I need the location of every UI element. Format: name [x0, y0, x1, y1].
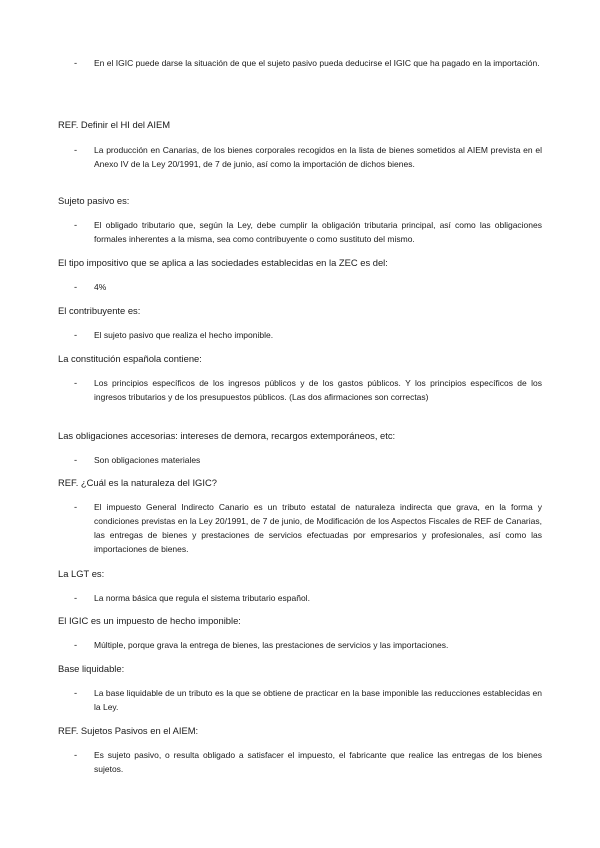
bullet-dash: - — [74, 687, 78, 698]
answer-text: El impuesto General Indirecto Canario es un tributo estatal de naturaleza indirecta que grava, en la forma y condiciones previstas en la Ley 20/1991, de 7 de junio, de Modificación de los Aspectos Fiscales de REF de Canarias, las entregas de bienes y prestaciones de servicios efectuadas por empresarios y profesionales, así como las importaciones de bienes. — [94, 502, 542, 554]
answer-text: La producción en Canarias, de los bienes corporales recogidos en la lista de bienes sometidos al AIEM prevista en el Anexo IV de la Ley 20/1991, de 7 de junio, así como la importación de dichos bienes. — [94, 145, 542, 169]
question-heading: El tipo impositivo que se aplica a las sociedades establecidas en la ZEC es del: — [58, 257, 388, 268]
bullet-dash: - — [74, 281, 78, 292]
answer-text: El obligado tributario que, según la Ley, debe cumplir la obligación tributaria principal, así como las obligaciones formales inherentes a la misma, sea como contribuyente o como sustituto del mismo. — [94, 220, 542, 244]
question-heading: Sujeto pasivo es: — [58, 195, 130, 206]
question-heading: REF. Definir el HI del AIEM — [58, 119, 171, 130]
answer-text: En el IGIC puede darse la situación de que el sujeto pasivo pueda deducirse el IGIC que ha pagado en la importación. — [94, 58, 540, 68]
answer-text: 4% — [94, 282, 107, 292]
bullet-dash: - — [74, 749, 78, 760]
bullet-dash: - — [74, 144, 78, 155]
answer-text: La norma básica que regula el sistema tributario español. — [94, 593, 310, 603]
bullet-dash: - — [74, 377, 78, 388]
bullet-dash: - — [74, 57, 78, 68]
bullet-dash: - — [74, 501, 78, 512]
bullet-dash: - — [74, 592, 78, 603]
question-heading: Las obligaciones accesorias: intereses de demora, recargos extemporáneos, etc: — [58, 430, 396, 441]
question-heading: La constitución española contiene: — [58, 353, 202, 364]
answer-text: El sujeto pasivo que realiza el hecho imponible. — [94, 330, 274, 340]
question-heading: REF. Sujetos Pasivos en el AIEM: — [58, 725, 199, 736]
bullet-dash: - — [74, 219, 78, 230]
answer-text: Es sujeto pasivo, o resulta obligado a satisfacer el impuesto, el fabricante que realice las entregas de los bienes sujetos. — [94, 750, 542, 774]
answer-text: Múltiple, porque grava la entrega de bienes, las prestaciones de servicios y las importaciones. — [94, 640, 449, 650]
answer-text: Son obligaciones materiales — [94, 455, 201, 465]
bullet-dash: - — [74, 329, 78, 340]
question-heading: La LGT es: — [58, 568, 105, 579]
question-heading: El IGIC es un impuesto de hecho imponible: — [58, 615, 241, 626]
bullet-dash: - — [74, 639, 78, 650]
answer-text: La base liquidable de un tributo es la que se obtiene de practicar en la base imponible las reducciones establecidas en la Ley. — [94, 688, 542, 712]
answer-text: Los principios específicos de los ingresos públicos y de los gastos públicos. Y los principios específicos de los ingresos tributarios y de los presupuestos públicos. (Las dos afirmaciones son correctas) — [94, 378, 542, 402]
question-heading: El contribuyente es: — [58, 305, 141, 316]
bullet-dash: - — [74, 454, 78, 465]
question-heading: Base liquidable: — [58, 663, 125, 674]
question-heading: REF. ¿Cuál es la naturaleza del IGIC? — [58, 477, 217, 488]
